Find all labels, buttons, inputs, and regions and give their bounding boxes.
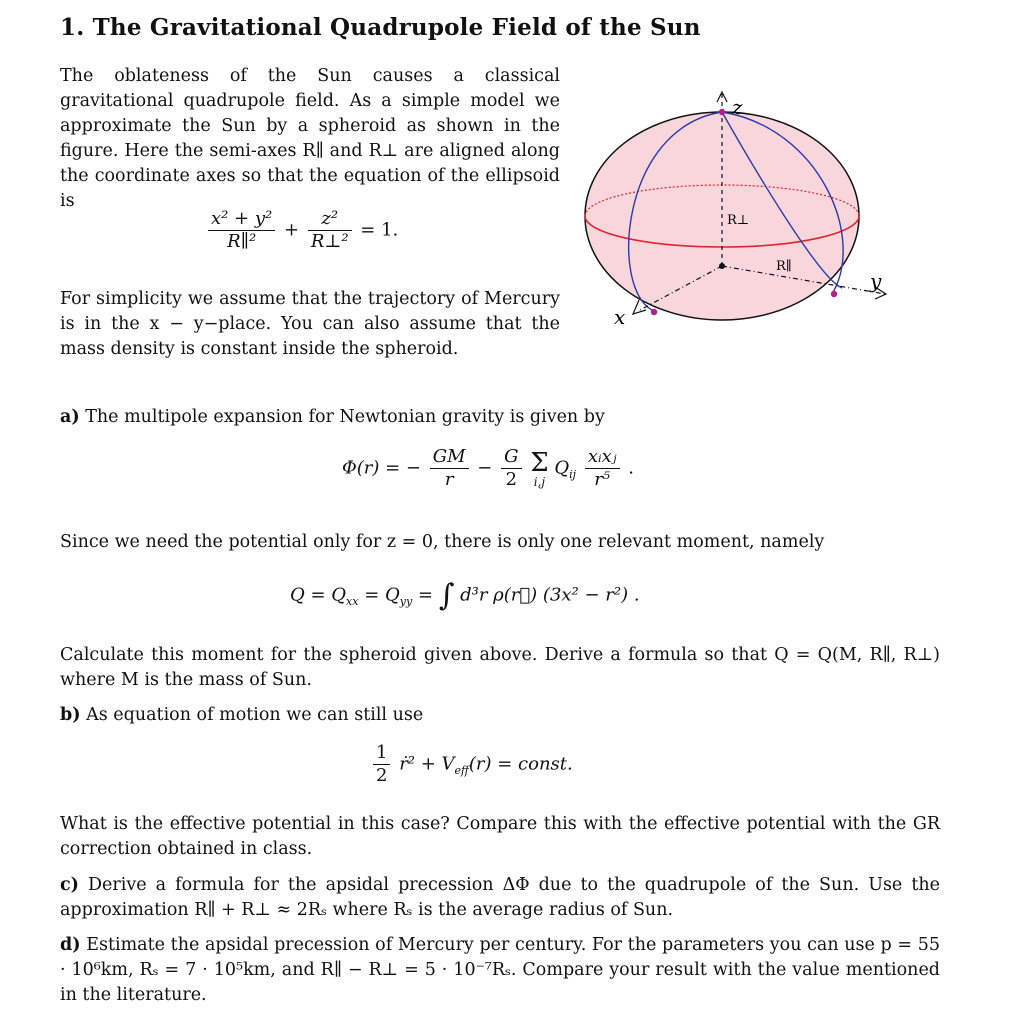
- part-a-text2: Since we need the potential only for z = 0, there is only one relevant moment, namely: [60, 532, 825, 552]
- equator-dot-left: [651, 309, 657, 315]
- eq-fraction-2: $\frac{\text{z²}}{\text{R⊥²}}$: [308, 208, 352, 253]
- equator-dot-right: [831, 291, 837, 297]
- part-b-intro: b) As equation of motion we can still use: [60, 705, 424, 725]
- r-par-label: R∥: [776, 259, 792, 274]
- assumption-paragraph: For simplicity we assume that the trajectory of Mercury is in the x − y−place. You can also assume that the mass density is constant inside the spheroid.: [60, 289, 560, 359]
- part-d: d) Estimate the apsidal precession of Mercury per century. For the parameters you can use p = 55 · 10⁶km, Rₛ = 7 · 10⁵km, and R∥ − R⊥ = 5 · 10⁻⁷Rₛ. Compare your result with the value mentioned in the literature.: [60, 935, 940, 1005]
- part-a-intro: a) The multipole expansion for Newtonian gravity is given by: [60, 407, 605, 427]
- integral-symbol: ∫: [438, 578, 455, 613]
- z-label: z: [732, 95, 743, 119]
- intro-paragraph: The oblateness of the Sun causes a classical gravitational quadrupole field. As a simple model we approximate the Sun by a spheroid as shown in the figure. Here the semi-axes R∥ and R⊥ are aligned along the coordinate axes so that the equation of the ellipsoid is: [60, 66, 560, 211]
- y-label: y: [870, 269, 882, 293]
- x-label: x: [614, 305, 626, 329]
- ellipsoid-equation: $\frac{\text{x² + y²}}{\text{R∥²}}$ + $\frac{\text{z²}}{\text{R⊥²}}$ = 1.: [205, 208, 398, 253]
- r-perp-label: R⊥: [727, 213, 750, 228]
- moment-equation: $Q = Q_{xx} = Q_{yy}$ = ∫ d³r ρ(r⃗) (3x² − r²) .: [290, 578, 640, 613]
- sum-symbol: Σ i,j: [530, 447, 549, 489]
- eq-rhs: = 1.: [360, 219, 399, 241]
- part-b-text2: What is the effective potential in this case? Compare this with the effective potential with the GR correction obtained in class.: [60, 814, 940, 859]
- multipole-equation: Φ(r) = − $\frac{GM}{r}$ − $\frac{G}{2}$ Σ i,j $Q_{ij}$ $\frac{\text{xᵢxⱼ}}{\text{r⁵}}$ .: [342, 446, 634, 490]
- motion-equation: $\frac{1}{2}$ ṙ² + $V_{eff}(r)$ = const.: [370, 742, 573, 787]
- center-dot: [719, 263, 725, 269]
- eq-fraction-1: $\frac{\text{x² + y²}}{\text{R∥²}}$: [208, 208, 275, 253]
- part-c: c) Derive a formula for the apsidal precession ΔΦ due to the quadrupole of the Sun. Use the approximation R∥ + R⊥ ≈ 2Rₛ where Rₛ is the average radius of Sun.: [60, 875, 940, 920]
- section-title: 1. The Gravitational Quadrupole Field of the Sun: [60, 14, 701, 41]
- spheroid-figure: [580, 88, 900, 358]
- part-a-text3: Calculate this moment for the spheroid given above. Derive a formula so that Q = Q(M, R∥, R⊥) where M is the mass of Sun.: [60, 645, 940, 690]
- north-pole-dot: [719, 109, 725, 115]
